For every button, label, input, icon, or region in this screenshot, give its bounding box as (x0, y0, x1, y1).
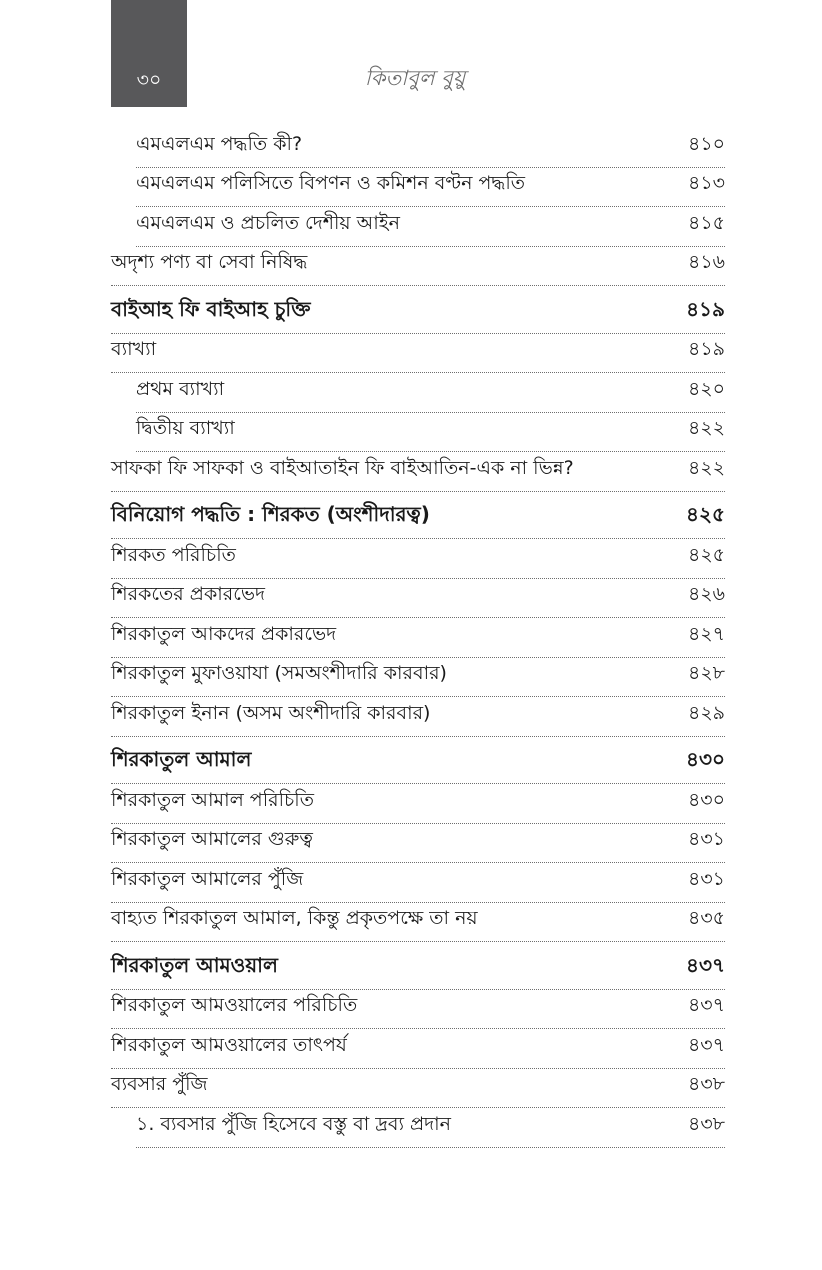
toc-entry-title: প্রথম ব্যাখ্যা (136, 377, 225, 400)
toc-entry (111, 247, 725, 287)
toc-entry-title: শিরকাতুল আমওয়ালের পরিচিতি (111, 994, 358, 1016)
toc-entry-title: এমএলএম পদ্ধতি কী? (136, 132, 303, 155)
table-of-contents (111, 128, 725, 1148)
toc-entry-page: ৪৩০ (686, 747, 725, 771)
toc-section-heading (111, 950, 725, 990)
page-number: ৩০ (136, 69, 162, 91)
toc-entry-title: শিরকাতুল মুফাওয়াযা (সমঅংশীদারি কারবার) (111, 662, 447, 684)
toc-entry (111, 784, 725, 824)
toc-entry (136, 1108, 725, 1148)
toc-entry (136, 373, 725, 413)
toc-entry-page: ৪৩০ (687, 788, 725, 811)
toc-entry-title: শিরকাতুল আমালের গুরুত্ব (111, 828, 313, 850)
toc-entry-page: ৪২৯ (687, 701, 725, 724)
toc-entry-title: শিরকাতুল আকদের প্রকারভেদ (111, 622, 337, 645)
toc-section-heading (111, 745, 725, 785)
toc-entry-page: ৪২০ (687, 377, 725, 400)
toc-entry-page: ৪২৮ (687, 662, 725, 684)
toc-entry-title: শিরকাতুল আমওয়ালের তাৎপর্য (111, 1033, 347, 1056)
toc-entry (111, 618, 725, 658)
toc-entry-page: ৪৩৭ (687, 994, 725, 1016)
toc-entry (111, 539, 725, 579)
toc-entry (111, 579, 725, 619)
toc-entry-page: ৪৩৭ (686, 952, 725, 977)
toc-entry (111, 824, 725, 864)
toc-section-heading (111, 294, 725, 334)
toc-entry (111, 1069, 725, 1109)
toc-entry-title: দ্বিতীয় ব্যাখ্যা (136, 417, 235, 439)
toc-entry-title: ১. ব্যবসার পুঁজি হিসেবে বস্তু বা দ্রব্য প্রদান (136, 1112, 452, 1135)
toc-entry-page: ৪২৭ (687, 622, 725, 645)
toc-entry (136, 168, 725, 208)
toc-entry (136, 413, 725, 453)
toc-entry (136, 207, 725, 247)
toc-entry-page: ৪২৬ (687, 583, 725, 605)
toc-entry-title: সাফকা ফি সাফকা ও বাইআতাইন ফি বাইআতিন-এক না ভিন্ন? (111, 456, 574, 479)
toc-entry-title: শিরকত পরিচিতি (111, 543, 236, 566)
toc-entry-page: ৪৩৫ (687, 907, 725, 929)
toc-entry-page: ৪১০ (687, 132, 725, 155)
toc-entry-page: ৪৩১ (687, 828, 725, 850)
toc-entry-title: ব্যাখ্যা (111, 338, 157, 360)
toc-entry (111, 1029, 725, 1069)
toc-entry-page: ৪২২ (687, 417, 725, 439)
toc-entry (136, 128, 725, 168)
toc-entry-page: ৪১৬ (687, 251, 725, 273)
toc-entry-page: ৪৩৭ (687, 1033, 725, 1056)
toc-entry-title: শিরকাতুল ইনান (অসম অংশীদারি কারবার) (111, 701, 431, 724)
toc-entry-page: ৪২৫ (687, 543, 725, 566)
toc-entry-page: ৪৩৮ (687, 1073, 725, 1095)
toc-entry-title: বাইআহ ফি বাইআহ চুক্তি (111, 296, 311, 321)
toc-entry (111, 658, 725, 698)
toc-entry-title: শিরকাতুল আমওয়াল (111, 952, 278, 977)
toc-entry-title: এমএলএম ও প্রচলিত দেশীয় আইন (136, 211, 400, 234)
toc-entry-title: অদৃশ্য পণ্য বা সেবা নিষিদ্ধ (111, 251, 308, 273)
toc-entry-title: ব্যবসার পুঁজি (111, 1073, 208, 1095)
toc-entry-title: বিনিয়োগ পদ্ধতি : শিরকত (অংশীদারত্ব) (111, 502, 430, 526)
toc-entry-page: ৪২২ (687, 456, 725, 479)
toc-entry-page: ৪১৯ (688, 338, 725, 360)
toc-section-heading (111, 500, 725, 540)
toc-entry-title: এমএলএম পলিসিতে বিপণন ও কমিশন বণ্টন পদ্ধতি (136, 172, 526, 194)
running-title: কিতাবুল বুয়ু (364, 66, 466, 90)
toc-entry-title: শিরকাতুল আমাল (111, 747, 252, 771)
page-number-tab (111, 0, 187, 107)
toc-entry-page: ৪২৫ (686, 502, 725, 526)
toc-entry (111, 863, 725, 903)
toc-entry (111, 334, 725, 374)
toc-entry-title: বাহ্যত শিরকাতুল আমাল, কিন্তু প্রকৃতপক্ষে তা নয় (111, 907, 478, 929)
toc-entry-title: শিরকতের প্রকারভেদ (111, 583, 266, 605)
toc-entry (111, 990, 725, 1030)
toc-entry-title: শিরকাতুল আমালের পুঁজি (111, 867, 304, 890)
toc-entry (111, 697, 725, 737)
toc-entry-page: ৪৩১ (687, 867, 725, 890)
toc-entry-page: ৪১৯ (686, 296, 725, 321)
toc-entry-page: ৪১৩ (687, 172, 725, 194)
toc-entry-page: ৪১৫ (688, 211, 725, 234)
toc-entry-title: শিরকাতুল আমাল পরিচিতি (111, 788, 314, 811)
toc-entry (111, 452, 725, 492)
toc-entry (111, 903, 725, 943)
toc-entry-page: ৪৩৮ (687, 1112, 725, 1135)
